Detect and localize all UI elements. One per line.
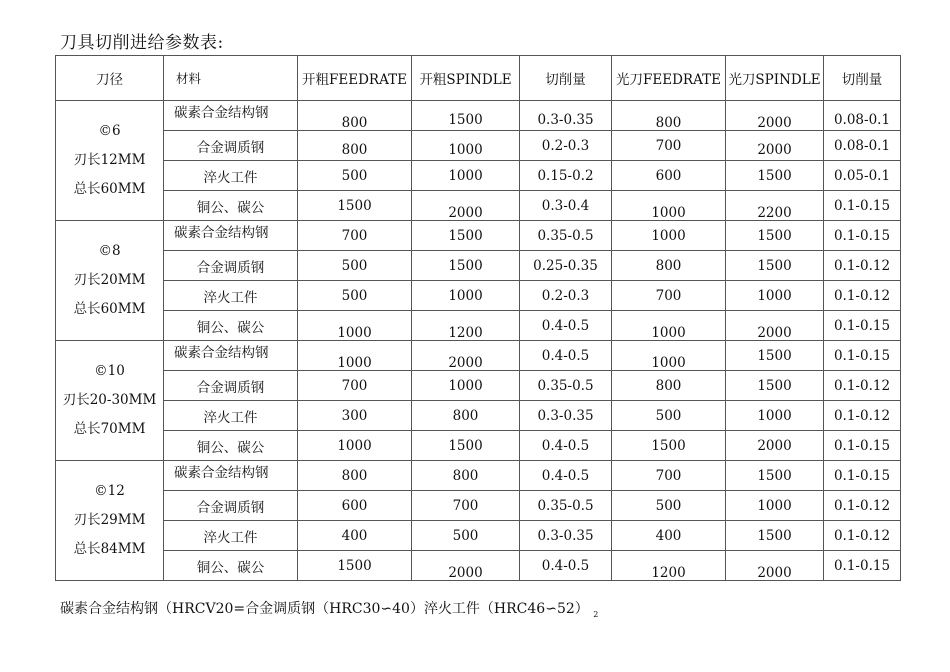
- table-row: [56, 371, 901, 401]
- value-cell: [726, 551, 824, 581]
- value-cell: [612, 311, 726, 341]
- value-cell: [520, 191, 612, 221]
- value-cell: [726, 221, 824, 251]
- value-text: 1500: [448, 227, 483, 244]
- value-text: 1500: [757, 227, 792, 244]
- header-cell: 开粗FEEDRATE: [298, 56, 412, 101]
- cutting-parameters-table: [55, 55, 901, 581]
- header-cell: 光刀SPINDLE: [726, 56, 824, 101]
- value-cell: [412, 341, 520, 371]
- value-cell: [612, 521, 726, 551]
- header-cell: 开粗SPINDLE: [412, 56, 520, 101]
- value-text: 2200: [757, 204, 792, 221]
- value-text: 0.1-0.15: [833, 317, 891, 334]
- value-text: 0.25-0.35: [533, 257, 598, 274]
- value-cell: [520, 491, 612, 521]
- material-cell: 铜公、碳公: [164, 191, 298, 221]
- value-text: 1000: [757, 287, 792, 304]
- value-text: 1200: [448, 324, 483, 341]
- table-row: [56, 521, 901, 551]
- value-cell: [726, 491, 824, 521]
- value-cell: [412, 461, 520, 491]
- value-text: 0.3-0.35: [537, 111, 594, 128]
- value-text: 2000: [757, 114, 792, 131]
- footnote-mark: 2: [593, 609, 599, 619]
- value-text: 600: [655, 167, 682, 184]
- value-text: 0.35-0.5: [537, 377, 594, 394]
- value-cell: [824, 431, 901, 461]
- value-text: 2000: [757, 437, 792, 454]
- value-cell: [412, 221, 520, 251]
- value-text: 1000: [651, 204, 686, 221]
- table-row: [56, 281, 901, 311]
- value-cell: [612, 371, 726, 401]
- value-cell: [824, 491, 901, 521]
- value-text: 1500: [448, 257, 483, 274]
- value-cell: [824, 281, 901, 311]
- value-cell: [612, 341, 726, 371]
- value-text: 2000: [757, 324, 792, 341]
- value-cell: [412, 431, 520, 461]
- value-text: 700: [341, 377, 368, 394]
- value-cell: [612, 431, 726, 461]
- value-text: 1500: [448, 437, 483, 454]
- table-row: [56, 401, 901, 431]
- table-row: [56, 461, 901, 491]
- material-cell: 碳素合金结构钢: [164, 341, 298, 371]
- value-text: 2000: [448, 564, 483, 581]
- value-text: 0.1-0.15: [833, 467, 891, 484]
- tool-spec-line: ©12: [94, 483, 125, 499]
- value-cell: [824, 371, 901, 401]
- material-cell: 铜公、碳公: [164, 551, 298, 581]
- value-text: 2000: [757, 564, 792, 581]
- value-text: 700: [655, 467, 682, 484]
- value-cell: [412, 491, 520, 521]
- table-row: [56, 221, 901, 251]
- value-text: 1500: [757, 467, 792, 484]
- value-text: 800: [341, 114, 368, 131]
- material-cell: 碳素合金结构钢: [164, 101, 298, 131]
- value-cell: [726, 371, 824, 401]
- value-cell: [298, 311, 412, 341]
- value-cell: [520, 251, 612, 281]
- tool-spec-line: 刃长20MM: [73, 272, 146, 288]
- material-cell: 合金调质钢: [164, 371, 298, 401]
- value-text: 2000: [448, 354, 483, 371]
- value-cell: [726, 131, 824, 161]
- value-cell: [612, 161, 726, 191]
- value-text: 600: [341, 497, 368, 514]
- value-cell: [412, 311, 520, 341]
- material-cell: 淬火工件: [164, 521, 298, 551]
- value-cell: [298, 521, 412, 551]
- value-cell: [520, 461, 612, 491]
- tool-spec-line: 刃长20-30MM: [62, 392, 157, 408]
- tool-spec-line: 总长70MM: [73, 421, 146, 437]
- table-row: [56, 431, 901, 461]
- value-cell: [612, 491, 726, 521]
- value-text: 1000: [448, 167, 483, 184]
- value-cell: [298, 551, 412, 581]
- value-text: 0.1-0.15: [833, 437, 891, 454]
- value-text: 1000: [448, 287, 483, 304]
- value-text: 0.4-0.5: [541, 467, 590, 484]
- value-text: 1500: [337, 197, 372, 214]
- value-cell: [412, 371, 520, 401]
- value-text: 700: [452, 497, 479, 514]
- value-cell: [612, 221, 726, 251]
- value-text: 1000: [651, 324, 686, 341]
- value-cell: [298, 341, 412, 371]
- value-cell: [298, 131, 412, 161]
- value-cell: [726, 401, 824, 431]
- value-cell: [612, 131, 726, 161]
- value-text: 300: [341, 407, 368, 424]
- value-cell: [298, 431, 412, 461]
- value-cell: [520, 131, 612, 161]
- value-text: 500: [452, 527, 479, 544]
- value-text: 0.4-0.5: [541, 317, 590, 334]
- material-cell: 淬火工件: [164, 161, 298, 191]
- value-text: 700: [341, 227, 368, 244]
- value-text: 400: [341, 527, 368, 544]
- value-cell: [520, 161, 612, 191]
- value-cell: [412, 401, 520, 431]
- value-text: 500: [341, 287, 368, 304]
- table-row: [56, 311, 901, 341]
- value-text: 1000: [651, 354, 686, 371]
- material-cell: 合金调质钢: [164, 491, 298, 521]
- value-cell: [726, 431, 824, 461]
- value-text: 1500: [757, 347, 792, 364]
- value-cell: [612, 101, 726, 131]
- value-text: 0.1-0.12: [833, 527, 891, 544]
- value-text: 1000: [651, 227, 686, 244]
- value-text: 700: [655, 287, 682, 304]
- value-text: 500: [655, 497, 682, 514]
- value-text: 1000: [448, 377, 483, 394]
- value-cell: [824, 221, 901, 251]
- value-text: 500: [341, 257, 368, 274]
- value-cell: [726, 341, 824, 371]
- header-cell: 切削量: [520, 56, 612, 101]
- value-cell: [298, 251, 412, 281]
- value-text: 1200: [651, 564, 686, 581]
- value-text: 500: [655, 407, 682, 424]
- value-cell: [824, 131, 901, 161]
- value-cell: [612, 401, 726, 431]
- value-text: 1500: [757, 167, 792, 184]
- value-cell: [412, 551, 520, 581]
- value-text: 0.1-0.15: [833, 227, 891, 244]
- value-text: 0.4-0.5: [541, 347, 590, 364]
- value-text: 1500: [757, 377, 792, 394]
- value-cell: [520, 401, 612, 431]
- value-text: 0.1-0.12: [833, 377, 891, 394]
- table-row: [56, 161, 901, 191]
- material-cell: 合金调质钢: [164, 251, 298, 281]
- value-text: 1500: [757, 527, 792, 544]
- value-cell: [824, 161, 901, 191]
- header-cell: 切削量: [824, 56, 901, 101]
- table-row: [56, 491, 901, 521]
- value-cell: [726, 191, 824, 221]
- tool-spec-line: ©6: [98, 123, 121, 139]
- header-row: [56, 56, 901, 101]
- value-cell: [824, 341, 901, 371]
- value-cell: [298, 401, 412, 431]
- table-body: [56, 101, 901, 581]
- value-cell: [612, 281, 726, 311]
- value-text: 0.1-0.15: [833, 197, 891, 214]
- value-cell: [726, 281, 824, 311]
- value-cell: [612, 251, 726, 281]
- material-cell: 碳素合金结构钢: [164, 221, 298, 251]
- tool-diameter-cell: [56, 221, 164, 341]
- value-cell: [612, 551, 726, 581]
- value-text: 1500: [337, 557, 372, 574]
- value-text: 0.1-0.12: [833, 407, 891, 424]
- value-text: 0.1-0.12: [833, 257, 891, 274]
- tool-spec-line: 刃长12MM: [73, 152, 146, 168]
- value-cell: [612, 191, 726, 221]
- value-text: 0.1-0.12: [833, 287, 891, 304]
- value-cell: [298, 491, 412, 521]
- value-cell: [726, 461, 824, 491]
- tool-spec-line: 刃长29MM: [73, 512, 146, 528]
- value-text: 1000: [337, 324, 372, 341]
- value-cell: [726, 311, 824, 341]
- value-text: 0.35-0.5: [537, 497, 594, 514]
- footnote-text: 碳素合金结构钢（HRCV20=合金调质钢（HRC30∽40）淬火工件（HRC46∽52）: [60, 601, 589, 617]
- table-row: [56, 251, 901, 281]
- tool-spec-line: 总长84MM: [73, 541, 146, 557]
- value-text: 0.3-0.35: [537, 407, 594, 424]
- table-row: [56, 101, 901, 131]
- value-cell: [412, 101, 520, 131]
- value-cell: [520, 371, 612, 401]
- material-cell: 铜公、碳公: [164, 311, 298, 341]
- table-row: [56, 191, 901, 221]
- value-cell: [298, 461, 412, 491]
- tool-spec-line: 总长60MM: [73, 181, 146, 197]
- value-cell: [298, 101, 412, 131]
- value-cell: [726, 251, 824, 281]
- header-cell: 光刀FEEDRATE: [612, 56, 726, 101]
- value-text: 0.08-0.1: [833, 137, 891, 154]
- value-text: 1000: [337, 437, 372, 454]
- value-text: 0.3-0.4: [541, 197, 590, 214]
- value-cell: [824, 521, 901, 551]
- value-cell: [298, 221, 412, 251]
- value-cell: [824, 101, 901, 131]
- value-cell: [520, 551, 612, 581]
- value-cell: [520, 221, 612, 251]
- value-text: 0.4-0.5: [541, 557, 590, 574]
- value-cell: [520, 311, 612, 341]
- value-cell: [824, 401, 901, 431]
- value-cell: [520, 431, 612, 461]
- value-text: 1500: [448, 111, 483, 128]
- value-cell: [298, 281, 412, 311]
- value-cell: [412, 131, 520, 161]
- value-text: 0.2-0.3: [541, 137, 590, 154]
- value-cell: [520, 101, 612, 131]
- value-text: 1500: [651, 437, 686, 454]
- tool-spec-line: ©8: [98, 243, 121, 259]
- table-row: [56, 131, 901, 161]
- value-cell: [612, 461, 726, 491]
- material-cell: 淬火工件: [164, 281, 298, 311]
- value-cell: [298, 371, 412, 401]
- page-title: 刀具切削进给参数表:: [60, 33, 224, 53]
- value-cell: [824, 251, 901, 281]
- value-text: 0.1-0.12: [833, 497, 891, 514]
- value-cell: [298, 161, 412, 191]
- value-text: 800: [655, 257, 682, 274]
- tool-diameter-cell: [56, 341, 164, 461]
- value-text: 800: [655, 114, 682, 131]
- value-text: 1000: [757, 407, 792, 424]
- material-cell: 淬火工件: [164, 401, 298, 431]
- value-text: 0.4-0.5: [541, 437, 590, 454]
- value-text: 0.1-0.15: [833, 347, 891, 364]
- value-text: 800: [452, 467, 479, 484]
- value-cell: [726, 101, 824, 131]
- value-text: 0.1-0.15: [833, 557, 891, 574]
- value-text: 1500: [757, 257, 792, 274]
- material-cell: 合金调质钢: [164, 131, 298, 161]
- value-cell: [412, 281, 520, 311]
- value-cell: [726, 521, 824, 551]
- value-cell: [412, 251, 520, 281]
- value-text: 0.08-0.1: [833, 111, 891, 128]
- value-text: 2000: [448, 204, 483, 221]
- value-text: 1000: [448, 141, 483, 158]
- tool-diameter-cell: [56, 461, 164, 581]
- value-cell: [824, 311, 901, 341]
- material-cell: 铜公、碳公: [164, 431, 298, 461]
- value-text: 800: [452, 407, 479, 424]
- value-text: 0.2-0.3: [541, 287, 590, 304]
- header-cell: 刀径: [56, 56, 164, 101]
- value-text: 800: [655, 377, 682, 394]
- value-cell: [412, 161, 520, 191]
- value-cell: [824, 191, 901, 221]
- value-text: 2000: [757, 141, 792, 158]
- value-text: 0.35-0.5: [537, 227, 594, 244]
- value-text: 400: [655, 527, 682, 544]
- value-text: 0.05-0.1: [833, 167, 891, 184]
- tool-spec-line: ©10: [94, 363, 125, 379]
- value-text: 700: [655, 137, 682, 154]
- material-cell: 碳素合金结构钢: [164, 461, 298, 491]
- value-cell: [520, 281, 612, 311]
- value-text: 500: [341, 167, 368, 184]
- value-cell: [412, 521, 520, 551]
- footnote: [60, 598, 598, 619]
- table-row: [56, 551, 901, 581]
- value-cell: [412, 191, 520, 221]
- table-row: [56, 341, 901, 371]
- tool-spec-line: 总长60MM: [73, 301, 146, 317]
- value-text: 800: [341, 141, 368, 158]
- value-cell: [824, 461, 901, 491]
- value-text: 0.15-0.2: [537, 167, 594, 184]
- value-cell: [726, 161, 824, 191]
- tool-diameter-cell: [56, 101, 164, 221]
- value-text: 0.3-0.35: [537, 527, 594, 544]
- value-cell: [520, 341, 612, 371]
- value-cell: [824, 551, 901, 581]
- header-cell: 材料: [164, 56, 298, 101]
- value-text: 1000: [757, 497, 792, 514]
- value-text: 800: [341, 467, 368, 484]
- value-cell: [298, 191, 412, 221]
- value-cell: [520, 521, 612, 551]
- value-text: 1000: [337, 354, 372, 371]
